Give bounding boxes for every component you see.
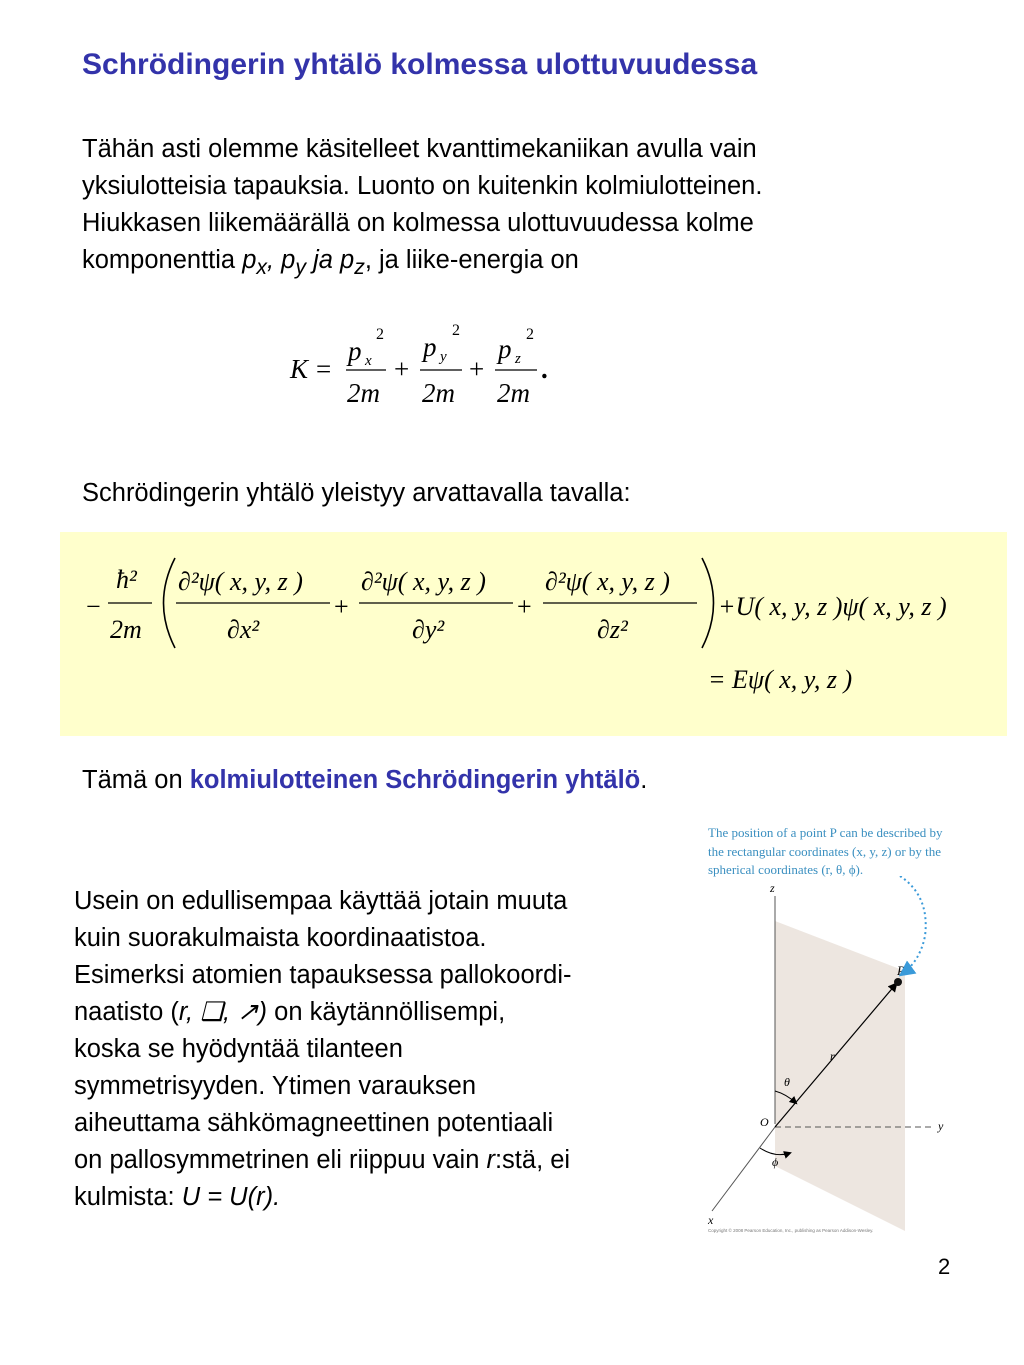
conclusion-highlight: kolmiulotteinen Schrödingerin yhtälö [189, 766, 641, 794]
eq1-den-y: 2m [422, 378, 455, 408]
eq2-num-y: ∂²ψ( x, y, z ) [361, 567, 486, 596]
spherical-paragraph [74, 883, 674, 1216]
x-axis [712, 1127, 775, 1211]
eq2-num-z: ∂²ψ( x, y, z ) [545, 567, 670, 596]
r-label: r [830, 1049, 835, 1063]
eq2-den-z: ∂z² [597, 615, 628, 644]
eq1-sub-y: y [440, 349, 447, 365]
eq2-minus: − [86, 592, 101, 621]
eq1-px: p [348, 336, 362, 366]
schrodinger-equation-3d [80, 548, 1010, 708]
spherical-line-r: on pallosymmetrinen eli riippuu vain r:stä, ei [74, 1146, 571, 1174]
eq2-plus-1: + [334, 592, 349, 621]
spherical-line: symmetrisyyden. Ytimen varauksen [74, 1072, 477, 1100]
eq2-right-paren [702, 558, 714, 648]
page-number: 2 [938, 1254, 951, 1279]
eq2-num-x: ∂²ψ( x, y, z ) [178, 567, 303, 596]
eq2-den-y: ∂y² [412, 615, 445, 644]
eq2-left-paren [164, 558, 176, 648]
eq2-hbar2: ħ² [116, 565, 137, 594]
eq2-potential: +U( x, y, z )ψ( x, y, z ) [718, 592, 947, 621]
eq1-sq-x: 2 [376, 326, 384, 343]
eq1-sq-y: 2 [452, 322, 460, 339]
conclusion-sentence: Tämä on kolmiulotteinen Schrödingerin yhtälö. [82, 766, 648, 794]
point-P [894, 978, 902, 986]
intro-line: yksiulotteisia tapauksia. Luonto on kuitenkin kolmiulotteinen. [82, 172, 763, 200]
eq1-sub-x: x [365, 353, 372, 369]
spherical-line: aiheuttama sähkömagneettinen potentiaali [74, 1109, 554, 1137]
eq1-py: p [423, 332, 437, 362]
y-axis-label: y [938, 1119, 944, 1133]
z-axis-label: z [770, 881, 775, 895]
page-title: Schrödingerin yhtälö kolmessa ulottuvuudessa [82, 48, 758, 81]
origin-label: O [760, 1115, 769, 1129]
eq1-sub-z: z [515, 351, 521, 367]
intro-line: Tähän asti olemme käsitelleet kvanttimekaniikan avulla vain [82, 135, 757, 163]
spherical-line: Esimerksi atomien tapauksessa pallokoordi- [74, 961, 572, 989]
spherical-line: kuin suorakulmaista koordinaatistoa. [74, 924, 487, 952]
eq1-plus-1: + [394, 354, 410, 384]
eq1-den-x: 2m [347, 378, 380, 408]
eq1-equals: = [316, 354, 332, 384]
eq2-rhs: = Eψ( x, y, z ) [708, 665, 853, 694]
eq2-2m: 2m [110, 615, 142, 644]
x-axis-label: x [708, 1213, 714, 1227]
spherical-coordinates-figure [690, 876, 960, 1236]
eq1-period: . [541, 354, 548, 384]
eq1-pz: p [498, 334, 512, 364]
spherical-line: Usein on edullisempaa käyttää jotain muuta [74, 887, 568, 915]
eq1-plus-2: + [469, 354, 485, 384]
caption-pointer-arrow [900, 876, 926, 974]
eq1-sq-z: 2 [526, 326, 534, 343]
eq2-den-x: ∂x² [227, 615, 260, 644]
point-P-label: P [897, 963, 905, 978]
spherical-line-potential: kulmista: U = U(r). [74, 1183, 281, 1211]
figure-caption: The position of a point P can be described by the rectangular coordinates (x, y, z) or by the spherical coordinates (r, θ, ϕ). [708, 825, 943, 877]
theta-label: θ [784, 1075, 790, 1089]
intro-line-momentum: komponenttia $p_x$, $p_y$ ja $p_z$, ja liike-energia on [82, 246, 579, 280]
coordinate-plane [775, 921, 905, 1231]
intro-paragraph [82, 131, 982, 286]
phi-label: ϕ [772, 1155, 779, 1169]
figure-copyright: Copyright © 2008 Pearson Education, Inc., publishing as Pearson Addison-Wesley. [708, 1228, 874, 1233]
kinetic-energy-equation [288, 318, 578, 418]
intro-line: Hiukkasen liikemäärällä on kolmessa ulottuvuudessa kolme [82, 209, 754, 237]
eq1-K: K [290, 354, 309, 384]
spherical-line-coords: naatisto (r, ❑, ↗) on käytännöllisempi, [74, 998, 506, 1026]
spherical-line: koska se hyödyntää tilanteen [74, 1035, 403, 1063]
eq1-den-z: 2m [497, 378, 530, 408]
eq2-plus-2: + [517, 592, 532, 621]
generalization-sentence: Schrödingerin yhtälö yleistyy arvattavalla tavalla: [82, 479, 631, 507]
